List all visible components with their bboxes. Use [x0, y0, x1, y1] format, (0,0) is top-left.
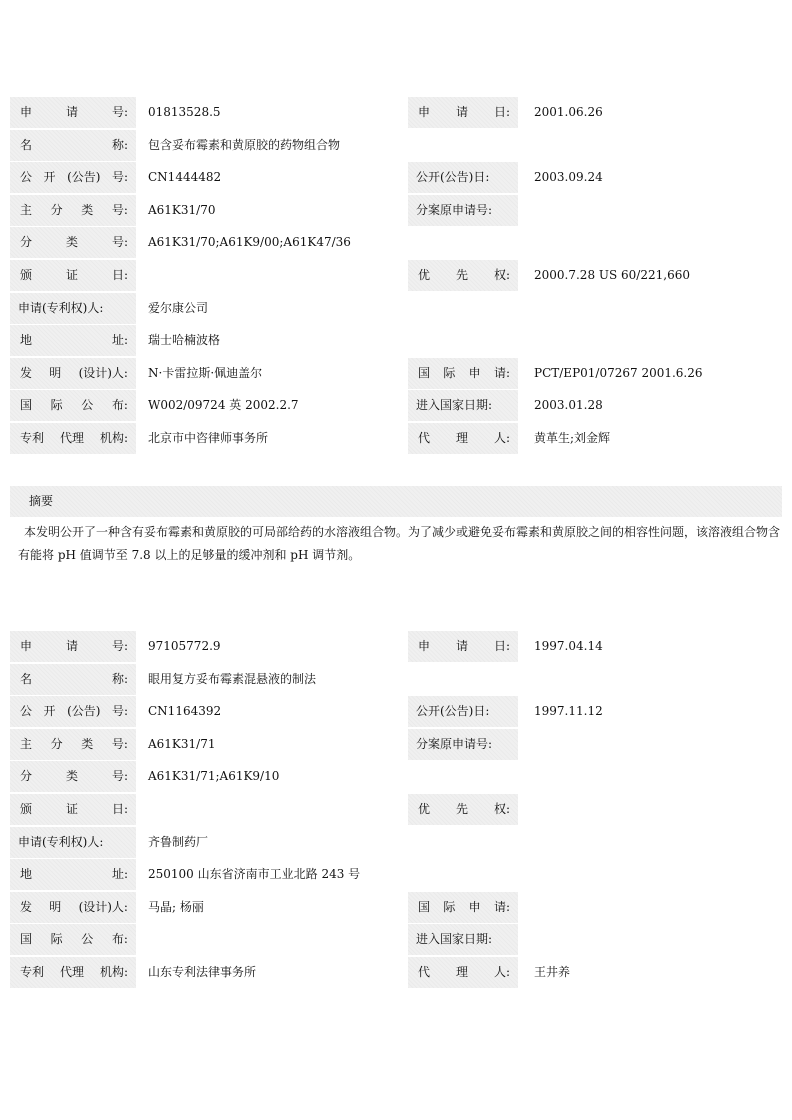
- abstract-heading: 摘要: [10, 486, 782, 517]
- value-agency: 北京市中咨律师事务所: [148, 430, 269, 445]
- value-intl-app: PCT/EP01/07267 2001.6.26: [534, 365, 703, 380]
- label-grant-date: 颁 证 日:: [10, 794, 136, 825]
- label-main-class: 主 分 类 号:: [10, 195, 136, 226]
- label-app-date: 申 请 日:: [408, 97, 518, 128]
- value-pub-no: CN1164392: [148, 704, 222, 719]
- label-nat-entry: 进入国家日期:: [408, 924, 518, 955]
- value-applicant: 齐鲁制药厂: [148, 834, 209, 849]
- label-name: 名 称:: [10, 130, 136, 161]
- label-intl-pub: 国 际 公 布:: [10, 390, 136, 421]
- label-intl-app: 国 际 申 请:: [408, 358, 518, 389]
- row-main-class: [10, 729, 782, 762]
- row-name: [10, 130, 782, 163]
- row-class: [10, 227, 782, 260]
- value-name: 眼用复方妥布霉素混悬液的制法: [148, 671, 317, 686]
- value-app-date: 1997.04.14: [534, 639, 603, 653]
- label-pub-no: 公 开 (公告) 号:: [10, 696, 136, 727]
- row-pub-no: [10, 162, 782, 195]
- label-class: 分 类 号:: [10, 227, 136, 258]
- label-agent: 代 理 人:: [408, 423, 518, 454]
- value-pub-date: 2003.09.24: [534, 170, 603, 185]
- label-grant-date: 颁 证 日:: [10, 260, 136, 291]
- value-inventor: 马晶; 杨丽: [148, 899, 204, 914]
- row-grant-date: [10, 260, 782, 293]
- label-div-app: 分案原申请号:: [408, 729, 518, 760]
- row-grant-date: [10, 794, 782, 827]
- row-pub-no: [10, 696, 782, 729]
- label-address: 地 址:: [10, 859, 136, 890]
- row-class: [10, 761, 782, 794]
- label-inventor: 发 明 (设计)人:: [10, 892, 136, 923]
- row-app-no: [10, 97, 782, 130]
- label-pub-date: 公开(公告)日:: [408, 696, 518, 727]
- value-main-class: A61K31/70: [148, 202, 216, 217]
- value-address: 250100 山东省济南市工业北路 243 号: [148, 867, 361, 882]
- label-app-no: 申 请 号:: [10, 631, 136, 662]
- value-class: A61K31/70;A61K9/00;A61K47/36: [148, 235, 351, 250]
- value-pub-no: CN1444482: [148, 170, 222, 185]
- value-priority: 2000.7.28 US 60/221,660: [534, 267, 690, 282]
- value-main-class: A61K31/71: [148, 736, 216, 751]
- abstract-text: 本发明公开了一种含有妥布霉素和黄原胶的可局部给药的水溶液组合物。为了减少或避免妥布霉素和黄原胶之间的相容性问题，该溶液组合物含有能将 pH 值调节至 7.8 以上的足够量的缓冲剂和 pH 调节剂。: [18, 525, 781, 562]
- value-app-date: 2001.06.26: [534, 105, 603, 119]
- value-agent: 黄革生;刘金辉: [534, 430, 611, 445]
- patent-record-2: [10, 631, 782, 990]
- value-class: A61K31/71;A61K9/10: [148, 769, 280, 784]
- label-intl-app: 国 际 申 请:: [408, 892, 518, 923]
- label-applicant: 申请(专利权)人:: [10, 293, 136, 324]
- row-applicant: [10, 827, 782, 860]
- label-div-app: 分案原申请号:: [408, 195, 518, 226]
- value-address: 瑞士哈楠波格: [148, 333, 221, 348]
- row-main-class: [10, 195, 782, 228]
- value-intl-pub: W002/09724 英 2002.2.7: [148, 398, 299, 413]
- row-app-no: [10, 631, 782, 664]
- label-address: 地 址:: [10, 325, 136, 356]
- row-intl-pub: [10, 924, 782, 957]
- value-inventor: N·卡雷拉斯·佩迪盖尔: [148, 365, 263, 380]
- row-inventor: [10, 358, 782, 391]
- label-pub-no: 公 开 (公告) 号:: [10, 162, 136, 193]
- value-name: 包含妥布霉素和黄原胶的药物组合物: [148, 137, 341, 152]
- row-intl-pub: [10, 390, 782, 423]
- value-applicant: 爱尔康公司: [148, 300, 209, 315]
- label-app-date: 申 请 日:: [408, 631, 518, 662]
- label-nat-entry: 进入国家日期:: [408, 390, 518, 421]
- value-nat-entry: 2003.01.28: [534, 398, 603, 413]
- row-agency: [10, 423, 782, 456]
- value-agency: 山东专利法律事务所: [148, 964, 257, 979]
- row-address: [10, 325, 782, 358]
- row-address: [10, 859, 782, 892]
- row-inventor: [10, 892, 782, 925]
- label-class: 分 类 号:: [10, 761, 136, 792]
- label-pub-date: 公开(公告)日:: [408, 162, 518, 193]
- row-name: [10, 664, 782, 697]
- row-agency: [10, 957, 782, 990]
- label-priority: 优 先 权:: [408, 794, 518, 825]
- value-app-no: 01813528.5: [148, 105, 221, 119]
- label-agent: 代 理 人:: [408, 957, 518, 988]
- value-agent: 王井养: [534, 964, 571, 979]
- label-name: 名 称:: [10, 664, 136, 695]
- value-pub-date: 1997.11.12: [534, 704, 603, 719]
- label-priority: 优 先 权:: [408, 260, 518, 291]
- label-agency: 专利 代理 机构:: [10, 423, 136, 454]
- value-app-no: 97105772.9: [148, 639, 221, 653]
- label-app-no: 申 请 号:: [10, 97, 136, 128]
- label-applicant: 申请(专利权)人:: [10, 827, 136, 858]
- label-inventor: 发 明 (设计)人:: [10, 358, 136, 389]
- patent-record-1: [10, 97, 782, 456]
- row-applicant: [10, 293, 782, 326]
- label-intl-pub: 国 际 公 布:: [10, 924, 136, 955]
- label-agency: 专利 代理 机构:: [10, 957, 136, 988]
- label-main-class: 主 分 类 号:: [10, 729, 136, 760]
